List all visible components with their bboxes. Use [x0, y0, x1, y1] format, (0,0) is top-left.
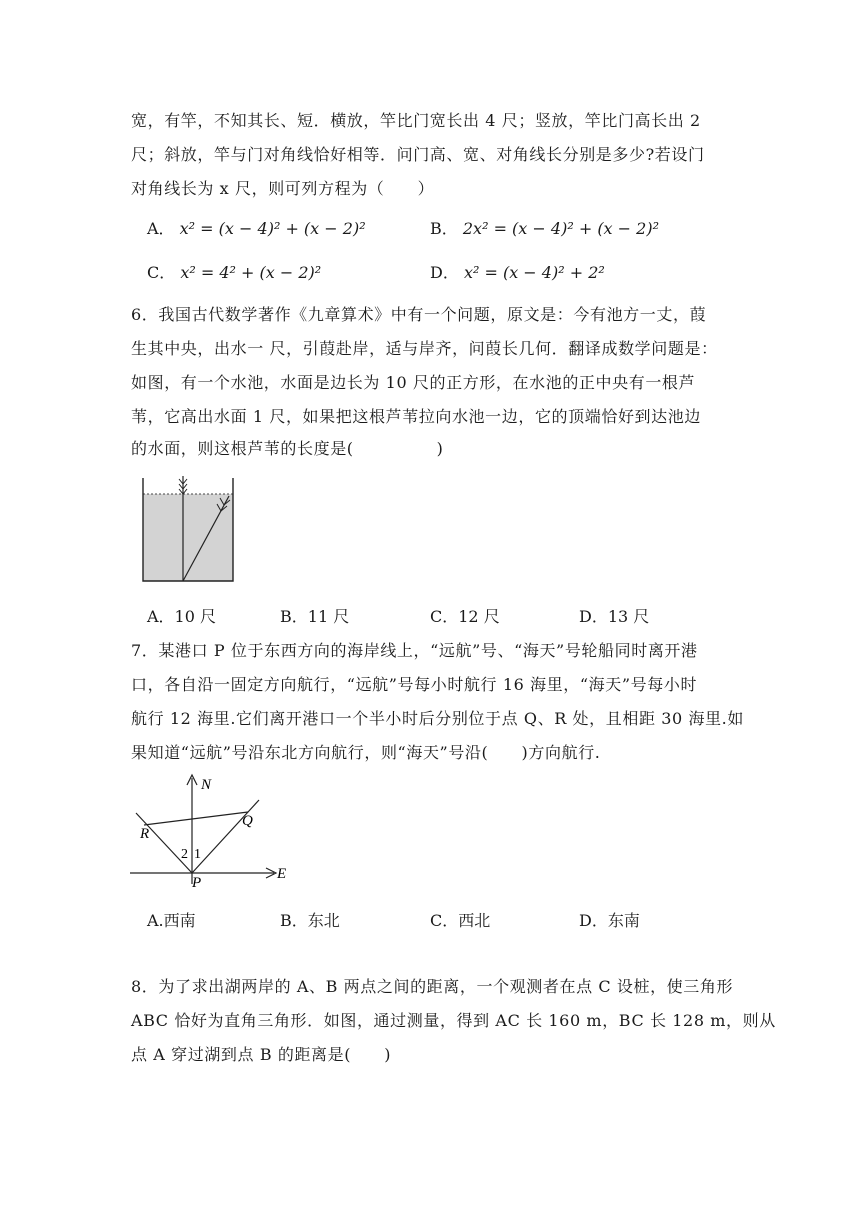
option-label: C．: [147, 263, 176, 282]
q8-text-line-3: 点 A 穿过湖到点 B 的距离是( ): [131, 1045, 392, 1064]
q5-text-line-1: 宽，有竿，不知其长、短．横放，竿比门宽长出 4 尺；竖放，竿比门高长出 2: [131, 111, 701, 130]
q7-option-b[interactable]: B．东北: [280, 911, 340, 930]
port-direction-figure: [126, 770, 291, 890]
q6-option-d[interactable]: D．13 尺: [579, 607, 650, 626]
label-e: E: [277, 866, 287, 882]
q7-text-line-4: 果知道“远航”号沿东北方向航行，则“海天”号沿( )方向航行.: [131, 743, 601, 762]
q7-option-a[interactable]: A.西南: [147, 911, 196, 930]
option-label: B．: [430, 219, 458, 238]
q6-text-line-1: 6．我国古代数学著作《九章算术》中有一个问题，原文是：今有池方一丈，葭: [131, 305, 707, 324]
option-label: A．: [147, 219, 175, 238]
q6-option-a[interactable]: A．10 尺: [147, 607, 217, 626]
option-formula: x² = (x − 4)² + (x − 2)²: [179, 219, 366, 238]
label-q: Q: [242, 813, 253, 829]
q8-text-line-1: 8．为了求出湖两岸的 A、B 两点之间的距离，一个观测者在点 C 设桩，使三角形: [131, 977, 734, 996]
q5-option-d[interactable]: [430, 262, 605, 284]
label-n: N: [201, 777, 212, 793]
q7-text-line-2: 口，各自沿一固定方向航行，“远航”号每小时航行 16 海里，“海天”号每小时: [131, 675, 698, 694]
label-angle-1: 1: [194, 847, 201, 862]
q6-text-line-5: 的水面，则这根芦苇的长度是( ): [131, 439, 444, 458]
q8-text-line-2: ABC 恰好为直角三角形．如图，通过测量，得到 AC 长 160 m，BC 长 128 m，则从: [131, 1011, 776, 1030]
pond-reed-figure: [135, 470, 245, 585]
q6-text-line-3: 如图，有一个水池，水面是边长为 10 尺的正方形，在水池的正中央有一根芦: [131, 373, 696, 392]
line-rq: [144, 812, 248, 825]
q5-text-line-2: 尺；斜放，竿与门对角线恰好相等．问门高、宽、对角线长分别是多少?若设门: [131, 145, 705, 164]
option-formula: x² = 4² + (x − 2)²: [180, 263, 322, 282]
q6-text-line-2: 生其中央，出水一 尺，引葭赴岸，适与岸齐，问葭长几何．翻译成数学问题是：: [131, 339, 718, 358]
option-formula: 2x² = (x − 4)² + (x − 2)²: [462, 219, 659, 238]
q6-option-b[interactable]: B．11 尺: [280, 607, 350, 626]
option-label: D．: [430, 263, 459, 282]
label-angle-2: 2: [181, 847, 188, 862]
q5-option-c[interactable]: [147, 262, 321, 284]
label-p: P: [192, 875, 202, 890]
q7-option-c[interactable]: C．西北: [430, 911, 491, 930]
q7-text-line-1: 7．某港口 P 位于东西方向的海岸线上，“远航”号、“海天”号轮船同时离开港: [131, 641, 698, 660]
option-formula: x² = (x − 4)² + 2²: [463, 263, 605, 282]
line-pq: [192, 800, 259, 873]
q7-text-line-3: 航行 12 海里.它们离开港口一个半小时后分别位于点 Q、R 处，且相距 30 海里.如: [131, 709, 744, 728]
q5-text-line-3: 对角线长为 x 尺，则可列方程为（ ）: [131, 179, 435, 198]
q7-option-d[interactable]: D．东南: [579, 911, 640, 930]
q5-option-b[interactable]: [430, 218, 659, 240]
q5-option-a[interactable]: [147, 218, 366, 240]
q6-text-line-4: 苇，它高出水面 1 尺，如果把这根芦苇拉向水池一边，它的顶端恰好到达池边: [131, 407, 701, 426]
water-area: [143, 494, 233, 581]
label-r: R: [140, 826, 150, 842]
q6-option-c[interactable]: C．12 尺: [430, 607, 500, 626]
